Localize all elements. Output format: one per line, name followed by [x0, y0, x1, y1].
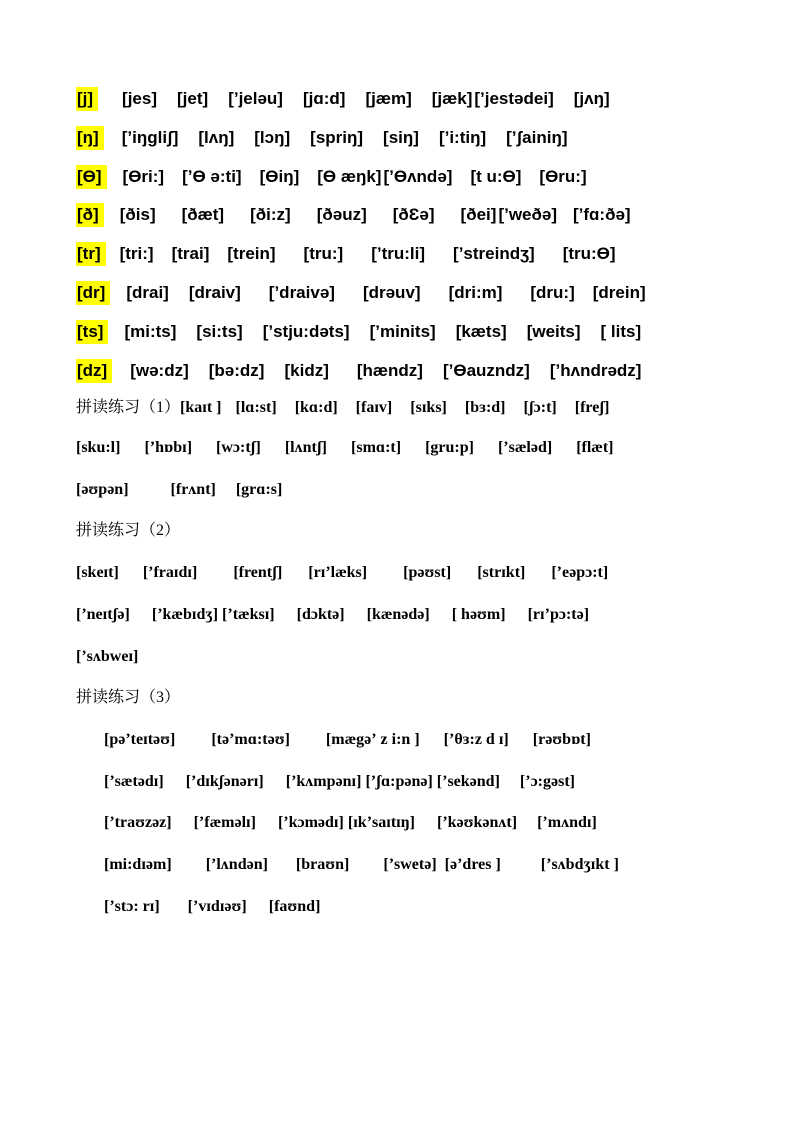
phonetic-word: [jæk] [431, 89, 473, 108]
phonetic-word: [bə:dz] [208, 361, 265, 380]
phonetic-symbol: [ð] [76, 203, 104, 227]
practice-word: [grɑ:s] [235, 481, 283, 498]
practice-word: [ʼsekənd] [436, 773, 500, 790]
practice-word: [ʼkəʊkənʌt] [437, 814, 518, 831]
phonetic-word: [hændz] [356, 361, 423, 380]
phonetic-word: [drai] [126, 283, 169, 302]
phonetic-row-theta [76, 165, 587, 189]
practice-1-heading: 拼读练习（1） [76, 399, 181, 416]
practice-word: [rɪʼlæks] [308, 564, 368, 581]
practice-word: [təʼmɑ:təʊ] [211, 731, 290, 748]
practice-word: [ʼkæbɪdʒ] [151, 606, 219, 623]
practice-word: [ʼkɔmədɪ] [277, 814, 344, 831]
practice-word: [ʼneɪtʃə] [76, 606, 130, 623]
practice-word: [bɜ:d] [464, 399, 506, 416]
practice-word: [faʊnd] [268, 898, 321, 915]
phonetic-word: [Өiŋ] [259, 167, 300, 186]
practice-word: [ʼmʌndɪ] [537, 814, 597, 831]
phonetic-word: [t u:Ө] [470, 167, 522, 186]
phonetic-word: [si:ts] [196, 322, 243, 341]
phonetic-word: [drein] [592, 283, 646, 302]
practice-word: [ həʊm] [451, 606, 506, 623]
practice-word: [kaɪt ] [180, 399, 222, 416]
phonetic-word: [jet] [177, 89, 209, 108]
phonetic-word: [ʼjeləu] [228, 89, 283, 108]
phonetic-word: [ʼjestədei] [474, 89, 554, 108]
phonetic-word: [ði:z] [250, 205, 291, 224]
practice-3-line-4 [104, 853, 619, 877]
phonetic-row-eth [76, 203, 631, 227]
practice-word: [frʌnt] [170, 481, 216, 498]
phonetic-word: [ʼstreindʒ] [453, 244, 535, 263]
phonetic-word: [ʼtru:li] [371, 244, 426, 263]
practice-word: [strɪkt] [477, 564, 526, 581]
practice-word: [rɪʼpɔ:tə] [527, 606, 590, 623]
practice-word: [dɔktə] [296, 606, 345, 623]
phonetic-word: [ʼӨʌndə] [383, 167, 453, 186]
phonetic-word: [ʼdraivə] [268, 283, 335, 302]
phonetic-word: [trai] [171, 244, 210, 263]
practice-3-line-5 [104, 895, 320, 919]
practice-word: [skeɪt] [76, 564, 119, 581]
phonetic-word: [ʼiŋgliʃ] [121, 128, 179, 147]
practice-word: [frentʃ] [233, 564, 283, 581]
practice-word: [ʼɔ:gəst] [519, 773, 575, 790]
phonetic-row-ts [76, 320, 641, 344]
phonetic-word: [spriŋ] [310, 128, 364, 147]
practice-word: [pəʼteɪtəʊ] [104, 731, 176, 748]
phonetic-word: [ʼhʌndrədz] [549, 361, 642, 380]
practice-word: [ʼθɜ:z d ɪ] [443, 731, 509, 748]
phonetic-word: [jɑ:d] [302, 89, 346, 108]
phonetic-row-dr [76, 281, 646, 305]
phonetic-row-dz [76, 359, 641, 383]
practice-word: [ʼsʌbdʒɪkt ] [540, 856, 619, 873]
phonetic-word: [Өri:] [122, 167, 165, 186]
phonetic-word: [Өru:] [539, 167, 587, 186]
practice-2-heading: 拼读练习（2） [76, 522, 181, 539]
practice-word: [lʌntʃ] [284, 439, 328, 456]
practice-word: [gru:p] [425, 439, 474, 456]
practice-word: [lɑ:st] [235, 399, 277, 416]
phonetic-word: [ðis] [119, 205, 156, 224]
practice-word: [ʼtraʊzəz] [104, 814, 172, 831]
phonetic-symbol: [dr] [76, 281, 110, 305]
practice-word: [ʼʃɑ:pənə] [365, 773, 433, 790]
phonetic-word: [ʼӨ ə:ti] [182, 167, 242, 186]
phonetic-word: [siŋ] [383, 128, 419, 147]
phonetic-word: [jæm] [365, 89, 412, 108]
phonetic-word: [ðæt] [181, 205, 225, 224]
phonetic-word: [ʼfɑ:ðə] [573, 205, 631, 224]
phonetic-word: [ʼweðə] [498, 205, 557, 224]
practice-word: [freʃ] [574, 399, 610, 416]
practice-word: [ʼtæksɪ] [222, 606, 275, 623]
phonetic-word: [dru:] [530, 283, 575, 302]
phonetic-word: [trein] [227, 244, 276, 263]
phonetic-row-ng [76, 126, 568, 150]
practice-word: [faɪv] [355, 399, 393, 416]
practice-word: [wɔ:tʃ] [216, 439, 261, 456]
phonetic-symbol: [Ө] [76, 165, 107, 189]
phonetic-word: [wə:dz] [130, 361, 189, 380]
practice-word: [ɪkʼsaɪtɪŋ] [347, 814, 415, 831]
practice-word: [ʼswetə] [383, 856, 437, 873]
phonetic-word: [tru:] [303, 244, 344, 263]
practice-word: [kænədə] [366, 606, 430, 623]
phonetic-word: [dri:m] [448, 283, 503, 302]
practice-2-line-3 [76, 645, 138, 669]
phonetic-word: [mi:ts] [124, 322, 177, 341]
practice-word: [ʼfraɪdɪ] [142, 564, 198, 581]
phonetic-word: [ʼӨauzndz] [442, 361, 530, 380]
practice-word: [ʼlʌndən] [205, 856, 268, 873]
phonetic-word: [lʌŋ] [198, 128, 235, 147]
phonetic-symbol: [j] [76, 87, 98, 111]
phonetic-word: [ðƐə] [392, 205, 435, 224]
phonetic-word: [jʌŋ] [573, 89, 610, 108]
practice-word: [ʼhɒbɪ] [144, 439, 193, 456]
practice-word: [əʊpən] [76, 481, 129, 498]
practice-3-line-1 [104, 728, 591, 752]
practice-1-line-3 [76, 478, 282, 502]
phonetic-symbol: [ts] [76, 320, 108, 344]
practice-word: [ʼstɔ: rɪ] [104, 898, 160, 915]
practice-word: [mægəʼ z i:n ] [325, 731, 420, 748]
phonetic-word: [ðei] [460, 205, 497, 224]
practice-word: [braʊn] [295, 856, 350, 873]
phonetic-word: [tri:] [119, 244, 154, 263]
practice-word: [ʼeəpɔ:t] [551, 564, 609, 581]
phonetic-symbol: [ŋ] [76, 126, 104, 150]
phonetic-row-j [76, 87, 610, 111]
practice-word: [rəʊbɒt] [532, 731, 591, 748]
practice-word: [sku:l] [76, 439, 121, 456]
phonetic-word: [lɔŋ] [254, 128, 291, 147]
practice-word: [flæt] [576, 439, 614, 456]
practice-word: [smɑ:t] [351, 439, 402, 456]
phonetic-word: [Ө æŋk] [317, 167, 382, 186]
practice-word: [ʼsæləd] [497, 439, 553, 456]
practice-1-line-1 [76, 396, 609, 420]
phonetic-word: [weits] [526, 322, 581, 341]
phonetic-word: [kidz] [284, 361, 329, 380]
phonetic-word: [jes] [122, 89, 158, 108]
practice-word: [kɑ:d] [294, 399, 338, 416]
phonetic-word: [ʼminits] [369, 322, 436, 341]
phonetic-word: [tru:Ө] [562, 244, 616, 263]
phonetic-word: [ lits] [600, 322, 642, 341]
phonetic-word: [draiv] [188, 283, 241, 302]
phonetic-word: [ðəuz] [316, 205, 367, 224]
practice-1-line-2 [76, 436, 614, 460]
practice-word: [ʼfæməlɪ] [193, 814, 256, 831]
practice-3-heading: 拼读练习（3） [76, 689, 181, 706]
practice-2-line-2 [76, 603, 589, 627]
practice-word: [əʼdres ] [444, 856, 501, 873]
practice-word: [ʼsætədɪ] [104, 773, 164, 790]
practice-word: [ʼsʌbweɪ] [76, 648, 139, 665]
practice-3-line-3 [104, 811, 597, 835]
phonetic-word: [drəuv] [362, 283, 421, 302]
practice-2-line-1 [76, 561, 608, 585]
practice-word: [ʼdɪkʃənərɪ] [185, 773, 264, 790]
phonetic-row-tr [76, 242, 616, 266]
practice-word: [ʼkʌmpənɪ] [285, 773, 362, 790]
phonetic-symbol: [tr] [76, 242, 106, 266]
phonetic-symbol: [dz] [76, 359, 112, 383]
phonetic-word: [ʼstju:dəts] [262, 322, 350, 341]
practice-word: [sɪks] [410, 399, 447, 416]
phonetic-word: [kæts] [455, 322, 507, 341]
practice-3-line-2 [104, 770, 575, 794]
practice-word: [mi:dɪəm] [104, 856, 172, 873]
practice-word: [ʃɔ:t] [523, 399, 557, 416]
practice-word: [ʼvɪdɪəʊ] [187, 898, 247, 915]
practice-word: [pəʊst] [403, 564, 452, 581]
phonetic-word: [ʼi:tiŋ] [438, 128, 487, 147]
phonetic-word: [ʼʃainiŋ] [506, 128, 568, 147]
